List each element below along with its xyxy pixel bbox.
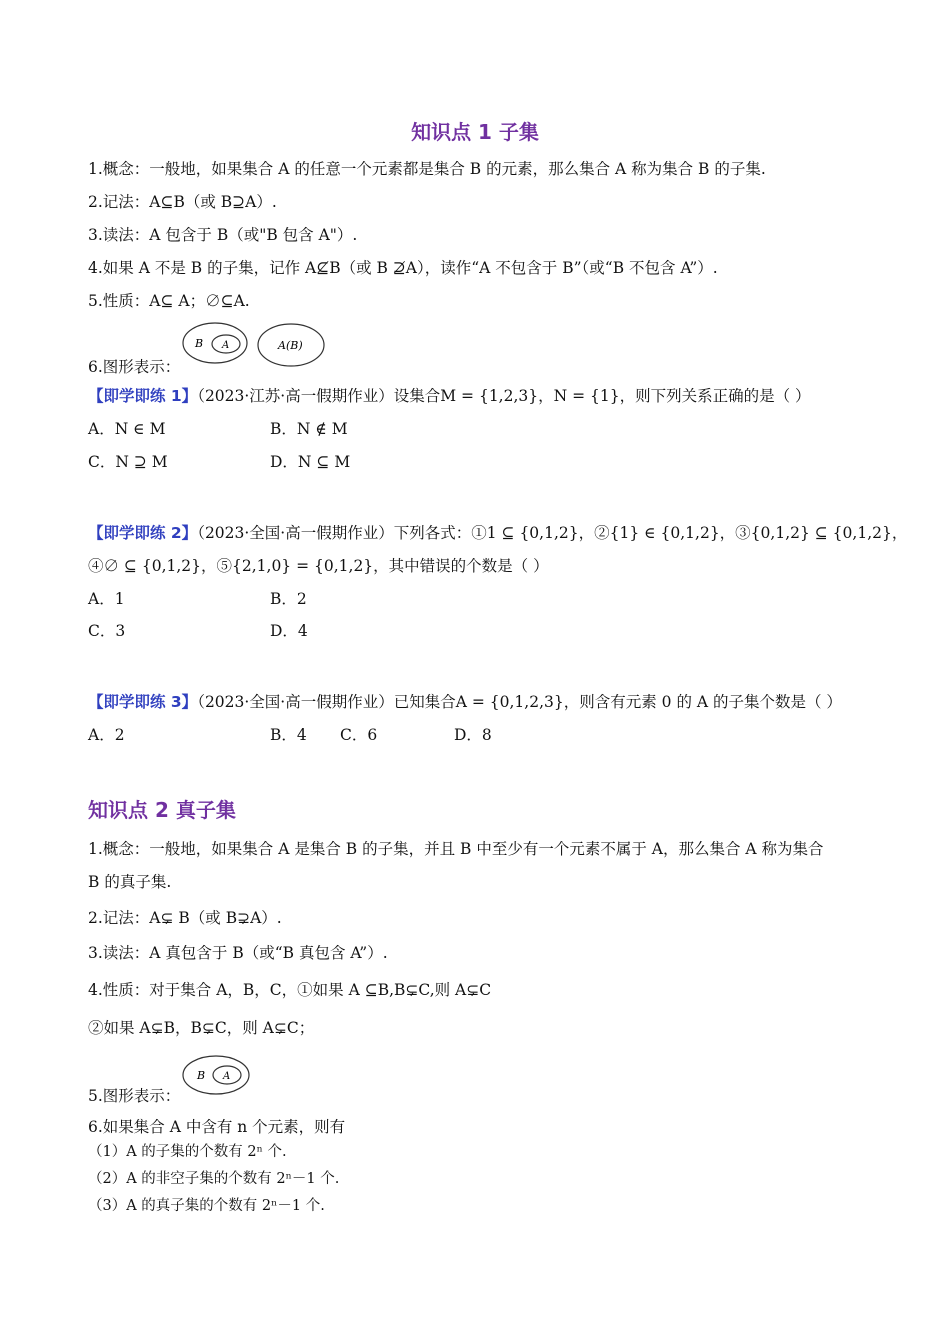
outer-set-label: B (197, 1069, 206, 1082)
s2-item-5: 5.图形表示： (88, 1087, 181, 1105)
exercise-2-option-d[interactable]: D．4 (270, 622, 308, 640)
exercise-1-option-a[interactable]: A．N ∈ M (88, 420, 166, 438)
exercise-2-tag: 【即学即练 2】 (88, 524, 198, 542)
exercise-3-option-c[interactable]: C．6 (340, 726, 378, 744)
outer-set-ellipse (183, 1056, 249, 1094)
exercise-2 (88, 522, 907, 544)
exercise-1-tag: 【即学即练 1】 (88, 387, 198, 405)
s1-item-5: 5.性质：A⊆ A；∅⊆A. (88, 292, 250, 310)
s1-item-6: 6.图形表示： (88, 358, 181, 376)
exercise-2-option-a[interactable]: A．1 (88, 590, 125, 608)
s2-item-6: 6.如果集合 A 中含有 n 个元素，则有 (88, 1118, 346, 1136)
proper-subset-diagram (180, 1054, 256, 1098)
equal-set-label: A(B) (278, 339, 303, 352)
outer-set-label: B (195, 337, 204, 350)
inner-set-label: A (222, 340, 230, 351)
exercise-2-option-c[interactable]: C．3 (88, 622, 126, 640)
section1-title: 知识点 1 子集 (411, 120, 539, 144)
s2-item-2: 2.记法：A⊊ B（或 B⊋A）. (88, 909, 282, 927)
exercise-3-option-b[interactable]: B．4 (270, 726, 307, 744)
exercise-2-option-b[interactable]: B．2 (270, 590, 307, 608)
s2-item-6-1: （1）A 的子集的个数有 2ⁿ 个. (88, 1144, 287, 1160)
s2-item-6-3: （3）A 的真子集的个数有 2ⁿ－1 个. (88, 1198, 325, 1214)
s2-item-1: 1.概念：一般地，如果集合 A 是集合 B 的子集，并且 B 中至少有一个元素不属于 A，那么集合 A 称为集合 (88, 840, 824, 858)
subset-diagram (180, 320, 328, 370)
s2-item-4-cont: ②如果 A⊊B，B⊊C，则 A⊊C； (88, 1019, 315, 1037)
inner-set-label: A (223, 1071, 231, 1082)
exercise-3-option-a[interactable]: A．2 (88, 726, 125, 744)
exercise-1-option-c[interactable]: C．N ⊇ M (88, 453, 168, 471)
exercise-3-text: （2023·全国·高一假期作业）已知集合A = {0,1,2,3}，则含有元素 0 的 A 的子集个数是（ ） (197, 693, 842, 711)
s2-item-6-2: （2）A 的非空子集的个数有 2ⁿ－1 个. (88, 1171, 340, 1187)
section2-title: 知识点 2 真子集 (88, 798, 236, 822)
s1-item-1: 1.概念：一般地，如果集合 A 的任意一个元素都是集合 B 的元素，那么集合 A 称为集合 B 的子集. (88, 160, 766, 178)
exercise-2-text: （2023·全国·高一假期作业）下列各式：①1 ⊆ {0,1,2}，②{1} ∈ {0,1,2}，③{0,1,2} ⊆ {0,1,2}， (197, 524, 908, 542)
exercise-3 (88, 691, 842, 713)
exercise-1-text: （2023·江苏·高一假期作业）设集合M = {1,2,3}，N = {1}，则下列关系正确的是（ ） (197, 387, 811, 405)
exercise-3-option-d[interactable]: D．8 (454, 726, 492, 744)
s1-item-3: 3.读法：A 包含于 B（或"B 包含 A"）. (88, 226, 358, 244)
s1-item-4: 4.如果 A 不是 B 的子集，记作 A⊈B（或 B ⊉A），读作“A 不包含于 B”（或“B 不包含 A”）. (88, 259, 718, 277)
outer-set-ellipse (183, 323, 247, 363)
s1-item-2: 2.记法：A⊆B（或 B⊇A）. (88, 193, 277, 211)
s2-item-4: 4.性质：对于集合 A，B，C，①如果 A ⊆B,B⊊C,则 A⊊C (88, 981, 492, 999)
exercise-2-text-line2: ④∅ ⊆ {0,1,2}，⑤{2,1,0} = {0,1,2}，其中错误的个数是（ ） (88, 557, 549, 575)
s2-item-3: 3.读法：A 真包含于 B（或“B 真包含 A”）. (88, 944, 388, 962)
exercise-1-option-d[interactable]: D．N ⊆ M (270, 453, 351, 471)
exercise-1-option-b[interactable]: B．N ∉ M (270, 420, 348, 438)
exercise-3-tag: 【即学即练 3】 (88, 693, 198, 711)
s2-item-1-cont: B 的真子集. (88, 873, 172, 891)
exercise-1 (88, 385, 811, 407)
